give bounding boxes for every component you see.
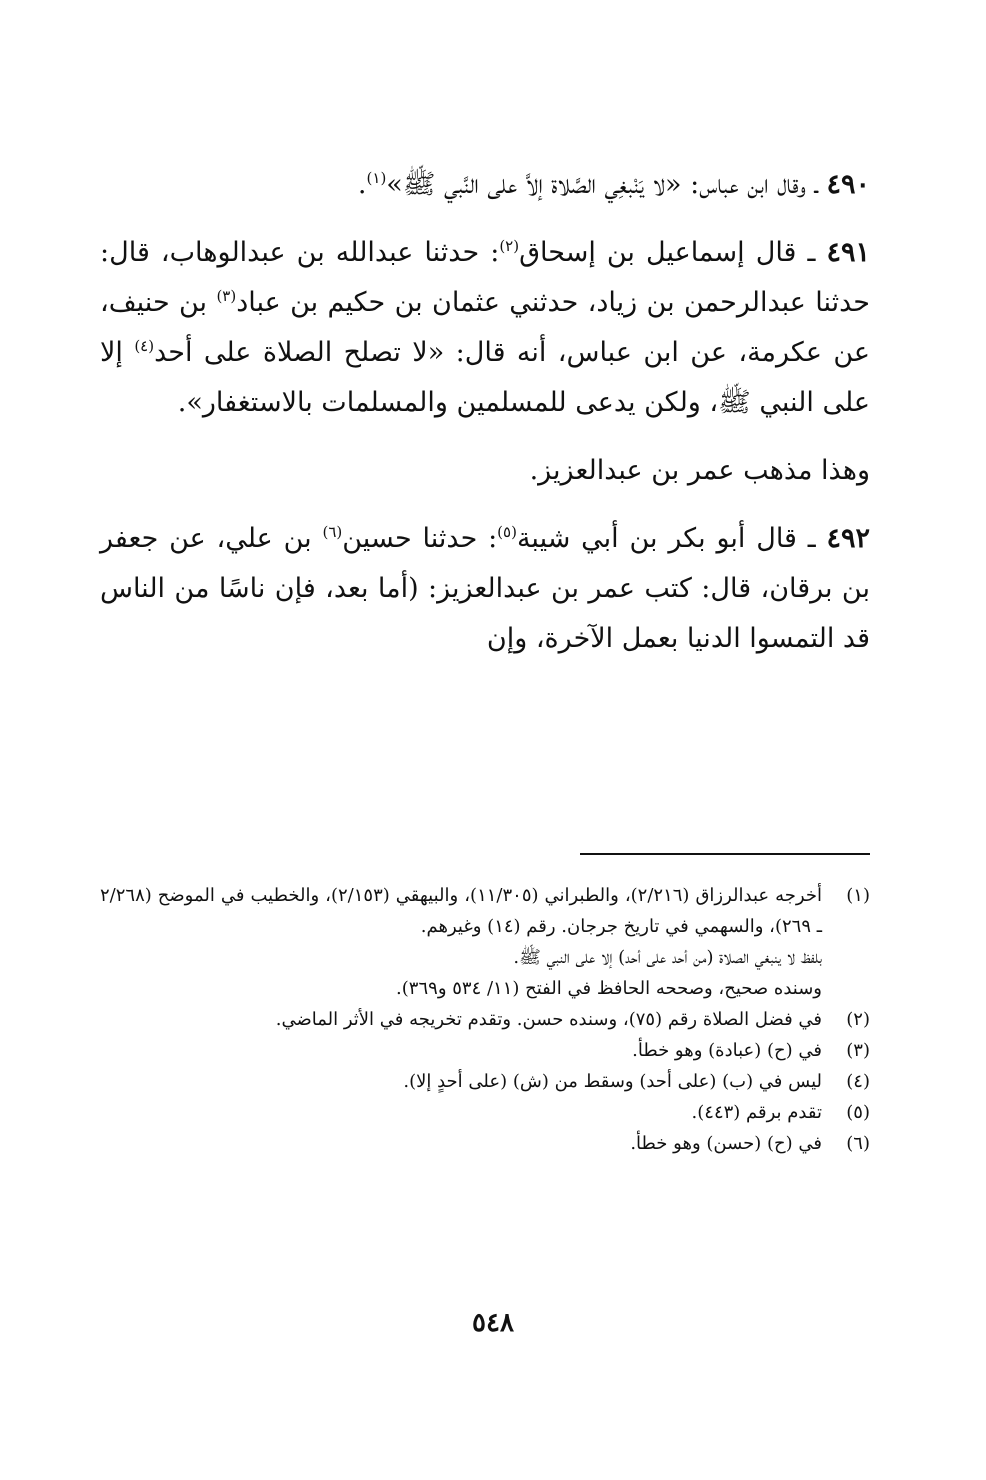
footnote-body (100, 1004, 822, 1035)
footnote-text: بلفظ لا ينبغي الصلاة (من أحد على أحد) إلا على النبي ﷺ. (513, 947, 822, 968)
paragraph-text: وهذا مذهب عمر بن عبدالعزيز. (529, 455, 870, 486)
footnote-6 (100, 1128, 870, 1159)
paragraph-text: : حدثنا عبدالله بن عبدالوهاب، قال: حدثنا عبدالرحمن بن زياد، حدثني عثمان بن حكيم بن عباد (100, 237, 870, 318)
paragraph-note (100, 446, 870, 496)
paragraph-text: بن علي، عن جعفر بن برقان، قال: كتب عمر بن عبدالعزيز: (أما بعد، فإن ناسًا من الناس قد التمسوا الدنيا بعمل الآخرة، وإن (100, 523, 870, 654)
footnote-separator (580, 853, 870, 855)
footnote-ref: (٣) (216, 287, 237, 305)
footnote-text: في (ح) (عبادة) وهو خطأ. (632, 1040, 822, 1061)
footnote-body (100, 880, 822, 1004)
paragraph-text: . (357, 169, 367, 200)
paragraph-text: إلا على النبي ﷺ، ولكن يدعى للمسلمين والمسلمات بالاستغفار». (100, 337, 870, 418)
page-number: ٥٤٨ (472, 1308, 514, 1338)
footnote-body (100, 1035, 822, 1066)
footnotes-section (100, 880, 870, 1159)
main-text-block (100, 160, 870, 682)
paragraph-490 (100, 160, 870, 210)
paragraph-text: ـ قال أبو بكر بن أبي شيبة (516, 523, 816, 554)
footnote-ref: (٤) (134, 337, 155, 355)
paragraph-text: ـ وقال ابن عباس: «لا يَنْبغِي الصَّلاة إلاَّ على النَّبي ﷺ» (386, 169, 818, 200)
footnote-3 (100, 1035, 870, 1066)
paragraph-number: ٤٩٢ (826, 523, 870, 554)
footnote-ref: (٥) (497, 523, 517, 541)
footnote-text: ليس في (ب) (على أحد) وسقط من (ش) (على أحدٍ إلا). (403, 1071, 822, 1092)
footnote-number: (٣) (846, 1040, 870, 1061)
footnote-number: (٦) (846, 1133, 870, 1154)
footnote-body (100, 1066, 822, 1097)
footnote-text: في (ح) (حسن) وهو خطأ. (630, 1133, 822, 1154)
footnote-body (100, 1097, 822, 1128)
footnote-ref: (١) (366, 169, 387, 187)
footnote-text: في فضل الصلاة رقم (٧٥)، وسنده حسن. وتقدم تخريجه في الأثر الماضي. (275, 1009, 822, 1030)
footnote-5 (100, 1097, 870, 1128)
footnote-text: تقدم برقم (٤٤٣). (691, 1102, 822, 1123)
footnote-1 (100, 880, 870, 1004)
footnote-text: وسنده صحيح، وصححه الحافظ في الفتح (١١/ ٥٣٤ و٣٦٩). (396, 978, 822, 999)
footnote-2 (100, 1004, 870, 1035)
footnote-number: (٢) (846, 1009, 870, 1030)
footnote-text: أخرجه عبدالرزاق (٢/٢١٦)، والطبراني (١١/٣٠٥)، والبيهقي (٢/١٥٣)، والخطيب في الموضح (٢/٢٦٨ ـ ٢٦٩)، والسهمي في تاريخ جرجان. رقم (١٤) وغيرهم. (100, 885, 822, 937)
paragraph-text: ـ قال إسماعيل بن إسحاق (519, 237, 816, 268)
footnote-ref: (٦) (322, 523, 343, 541)
footnote-number: (١) (846, 885, 870, 906)
footnote-body (100, 1128, 822, 1159)
paragraph-number: ٤٩١ (826, 237, 871, 268)
footnote-4 (100, 1066, 870, 1097)
paragraph-text: : حدثنا حسين (342, 523, 498, 554)
paragraph-492 (100, 514, 870, 664)
paragraph-number: ٤٩٠ (826, 169, 870, 200)
footnote-ref: (٢) (499, 237, 520, 255)
paragraph-491 (100, 228, 870, 428)
footnote-number: (٤) (846, 1071, 870, 1092)
footnote-number: (٥) (846, 1102, 870, 1123)
paragraph-text: بن حنيف، عن عكرمة، عن ابن عباس، أنه قال: «لا تصلح الصلاة على أحد (100, 287, 871, 368)
